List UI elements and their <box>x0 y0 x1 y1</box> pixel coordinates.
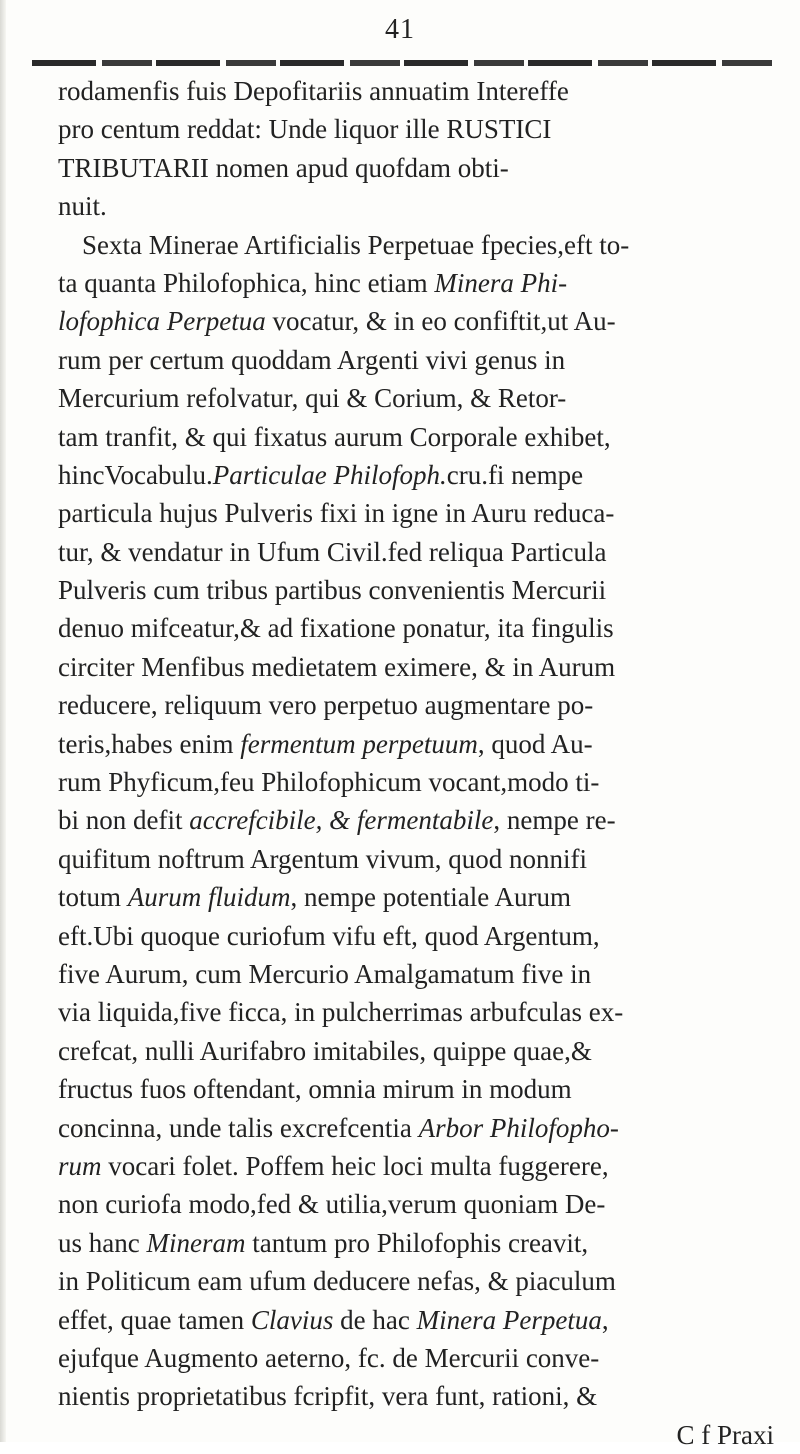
italic-text: Arbor Philofopho- <box>418 1112 619 1143</box>
text-line <box>58 1185 778 1223</box>
text-segment: fructus fuos oftendant, omnia mirum in modum <box>58 1074 572 1105</box>
text-line <box>58 110 778 148</box>
text-segment: eft.Ubi quoque curiofum vifu eft, quod Argentum, <box>58 920 600 951</box>
text-line <box>58 149 778 187</box>
text-line <box>58 456 778 494</box>
text-line <box>58 763 778 801</box>
text-segment: particula hujus Pulveris fixi in igne in Auru reduca- <box>58 498 615 529</box>
text-line <box>58 418 778 456</box>
text-segment: circiter Menfibus medietatem eximere, & in Aurum <box>58 651 616 682</box>
text-segment: rodamenfis fuis Depofitariis annuatim Intereffe <box>58 76 569 106</box>
text-segment: cru.fi nempe <box>446 459 584 490</box>
text-line <box>58 1147 778 1185</box>
page-edge-shadow <box>0 0 6 1442</box>
text-segment: in Politicum eam ufum deducere nefas, & piaculum <box>58 1266 616 1297</box>
text-line <box>58 187 778 225</box>
text-line <box>58 1070 778 1108</box>
text-segment: , <box>601 1304 609 1335</box>
text-line <box>58 1224 778 1262</box>
text-segment: non curiofa modo,fed & utilia,verum quoniam De- <box>58 1189 606 1220</box>
text-segment: totum <box>58 882 128 913</box>
text-line <box>58 801 778 839</box>
italic-text: fermentum perpetuum <box>240 728 478 759</box>
text-segment: reducere, reliquum vero perpetuo augmentare po- <box>58 690 594 721</box>
text-segment: effet, quae tamen <box>58 1304 251 1335</box>
text-line <box>58 341 778 379</box>
text-line <box>58 1262 778 1300</box>
text-segment: teris,habes enim <box>58 728 241 759</box>
text-line <box>58 993 778 1031</box>
italic-text: Minera Perpetua <box>416 1304 602 1335</box>
text-segment: de hac <box>333 1304 417 1335</box>
text-segment: us hanc <box>58 1227 147 1258</box>
text-line <box>58 1416 778 1454</box>
italic-text: accrefcibile, & fermentabile <box>189 805 494 836</box>
text-segment: vocari folet. Poffem heic loci multa fuggerere, <box>101 1150 609 1181</box>
text-line <box>58 533 778 571</box>
text-segment: vocatur, & in eo confiftit,ut Au- <box>265 306 616 337</box>
text-segment: nuit. <box>58 191 107 222</box>
page-number: 41 <box>385 14 415 45</box>
text-segment: via liquida,five ficca, in pulcherrimas arbufculas ex- <box>58 997 624 1028</box>
text-line <box>58 264 778 302</box>
text-line <box>58 840 778 878</box>
text-segment: crefcat, nulli Aurifabro imitabiles, quippe quae,& <box>58 1035 592 1066</box>
text-line <box>58 648 778 686</box>
text-segment: Sexta Minerae Artificialis Perpetuae fpecies,eft to- <box>82 229 630 260</box>
italic-text: rum <box>58 1150 102 1181</box>
text-line <box>58 302 778 340</box>
italic-text: Mineram <box>146 1227 246 1258</box>
text-segment: rum per certum quoddam Argenti vivi genus in <box>58 344 566 375</box>
text-line <box>58 226 778 264</box>
italic-text: Particulae Philofoph. <box>212 459 447 490</box>
body-text <box>58 72 778 1454</box>
text-line <box>58 878 778 916</box>
text-line <box>58 1301 778 1339</box>
text-segment: , quod Au- <box>477 728 593 759</box>
text-line <box>58 1377 778 1415</box>
text-segment: , nempe re- <box>493 805 616 836</box>
text-segment: , nempe potentiale Aurum <box>290 882 571 913</box>
italic-text: lofophica Perpetua <box>58 306 266 337</box>
italic-text: Aurum fluidum <box>127 882 291 913</box>
text-segment: tur, & vendatur in Ufum Civil.fed reliqua Particula <box>58 536 607 567</box>
text-segment: rum Phyficum,feu Philofophicum vocant,modo ti- <box>58 767 600 798</box>
text-line <box>58 1109 778 1147</box>
text-line <box>58 1032 778 1070</box>
text-segment: concinna, unde talis excrefcentia <box>58 1112 419 1143</box>
text-segment: Mercurium refolvatur, qui & Corium, & Retor- <box>58 383 567 414</box>
text-segment: denuo mifceatur,& ad fixatione ponatur, ita fingulis <box>58 613 614 644</box>
text-segment: nientis proprietatibus fcripfit, vera funt, rationi, & <box>58 1381 598 1412</box>
text-line <box>58 494 778 532</box>
text-line <box>58 917 778 955</box>
text-segment: ta quanta Philofophica, hinc etiam <box>58 267 435 298</box>
text-segment: tantum pro Philofophis creavit, <box>245 1227 589 1258</box>
text-segment: Pulveris cum tribus partibus convenientis Mercurii <box>58 575 607 606</box>
text-line <box>58 609 778 647</box>
text-segment: TRIBUTARII nomen apud quofdam obti- <box>58 152 509 183</box>
text-segment: ejufque Augmento aeterno, fc. de Mercurii conve- <box>58 1342 600 1373</box>
text-line <box>58 725 778 763</box>
text-segment: pro centum reddat: Unde liquor ille RUSTICI <box>58 114 552 145</box>
text-segment: tam tranfit, & qui fixatus aurum Corporale exhibet, <box>58 421 611 452</box>
italic-text: Clavius <box>250 1304 334 1335</box>
text-line <box>58 379 778 417</box>
text-segment: five Aurum, cum Mercurio Amalgamatum five in <box>58 958 592 989</box>
italic-text: Minera Phi- <box>434 267 568 298</box>
text-segment: hincVocabulu. <box>58 459 213 490</box>
text-segment: bi non defit <box>58 805 190 836</box>
text-line <box>58 955 778 993</box>
text-line <box>58 72 778 110</box>
text-line <box>58 571 778 609</box>
text-line <box>58 1339 778 1377</box>
text-segment: C f Praxi <box>676 1419 774 1450</box>
text-line <box>58 686 778 724</box>
header-rule <box>32 60 772 66</box>
text-segment: quifitum noftrum Argentum vivum, quod nonnifi <box>58 843 587 874</box>
